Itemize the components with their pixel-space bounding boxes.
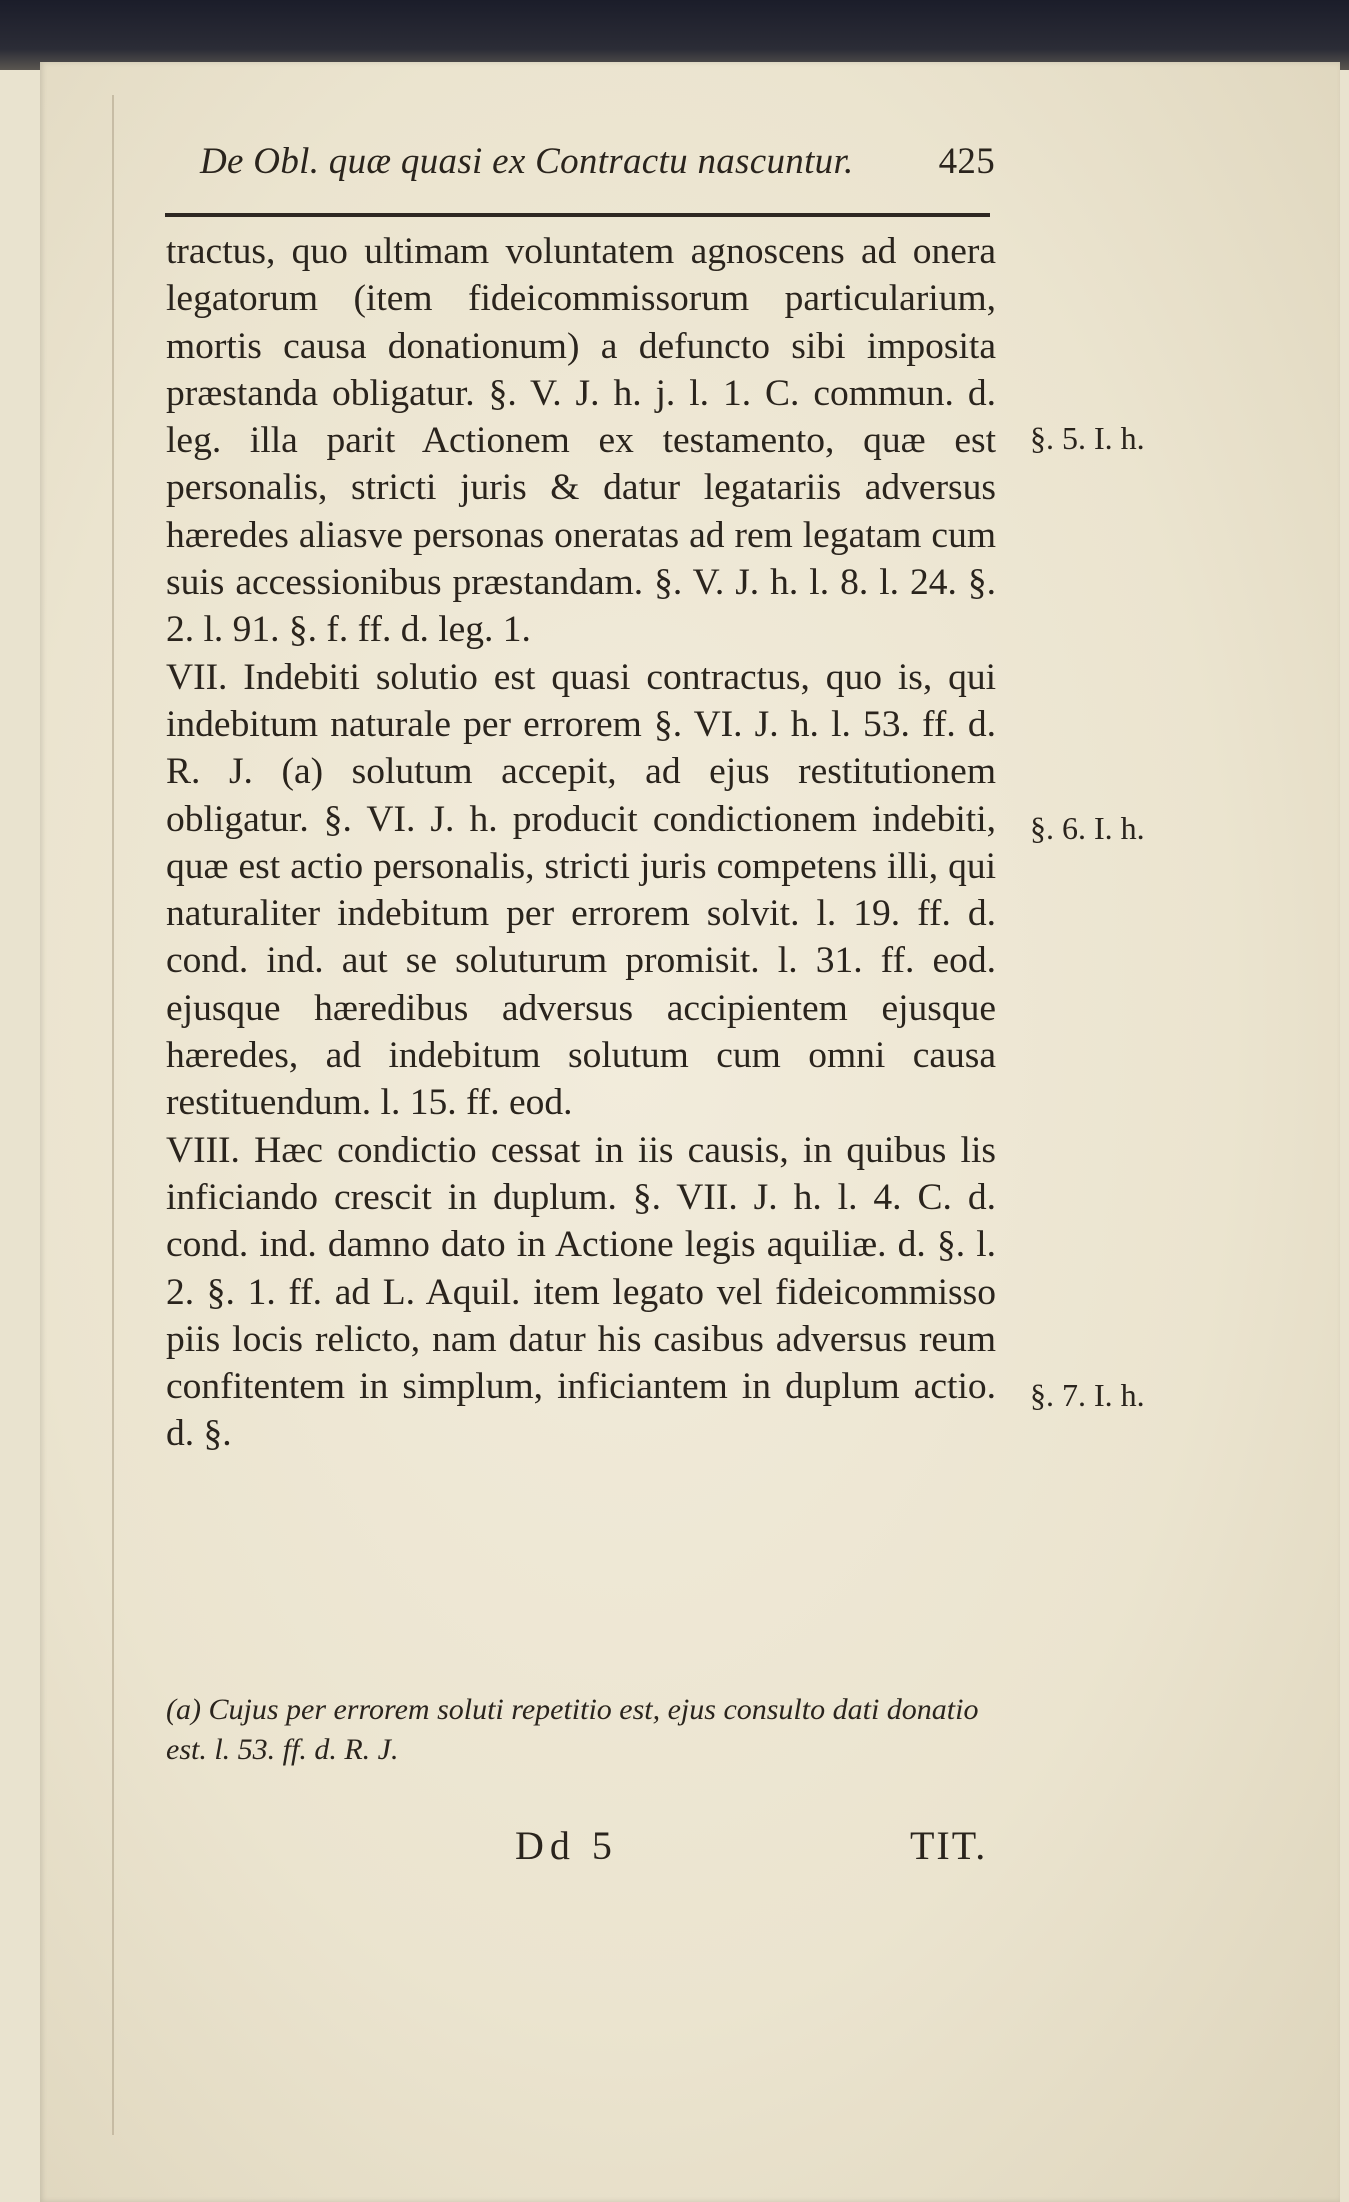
margin-note-3: §. 7. I. h. — [1030, 1377, 1145, 1413]
running-title: De Obl. quæ quasi ex Contractu nascuntur. — [200, 141, 854, 182]
body-text: tractus, quo ultimam voluntatem agnoscens ad onera legatorum (item fideicommissorum particularium, mortis causa donationum) a defuncto sibi imposita præstanda obligatur. §. V. J. h. j. l. 1. C. commun. d. leg. illa parit Actionem ex testamento, quæ est personalis, stricti juris & datur legatariis adversus hæredes aliasve personas oneratas ad rem legatam cum suis accessionibus præstandam. §. V. J. h. l. 8. l. 24. §. 2. l. 91. §. f. ff. d. leg. 1. VII. Indebiti solutio est quasi contractus, quo is, qui indebitum naturale per errorem §. VI. J. h. l. 53. ff. d. R. J. (a) solutum accepit, ad ejus restitutionem obligatur. §. VI. J. h. producit condictionem indebiti, quæ est actio personalis, stricti juris competens illi, qui naturaliter indebitum per errorem solvit. l. 19. ff. d. cond. ind. aut se soluturum promisit. l. 31. ff. eod. ejusque hæredibus adversus accipientem ejusque hæredes, ad indebitum solutum cum omni causa restituendum. l. 15. ff. eod. VIII. Hæc condictio cessat in iis causis, in quibus lis inficiando crescit in duplum. §. VII. J. h. l. 4. C. d. cond. ind. damno dato in Actione legis aquiliæ. d. §. l. 2. §. 1. ff. ad L. Aquil. item legato vel fideicommisso piis locis relicto, nam datur his casibus adversus reum confitentem in simplum, inficiantem in duplum actio. d. §. — [166, 231, 996, 1455]
running-header — [200, 140, 995, 188]
footnote: (a) Cujus per errorem soluti repetitio est, ejus consulto dati donatio est. l. 53. ff. d. R. J. — [166, 1693, 979, 1766]
page-number: 425 — [938, 141, 995, 182]
header-rule — [165, 213, 990, 217]
catchword: TIT. — [910, 1823, 988, 1868]
signature-mark: Dd 5 — [515, 1823, 618, 1868]
scan-background-top — [0, 0, 1349, 70]
margin-note-1: §. 5. I. h. — [1030, 420, 1145, 456]
margin-note-2: §. 6. I. h. — [1030, 810, 1145, 846]
page-gutter-line — [112, 95, 114, 2135]
